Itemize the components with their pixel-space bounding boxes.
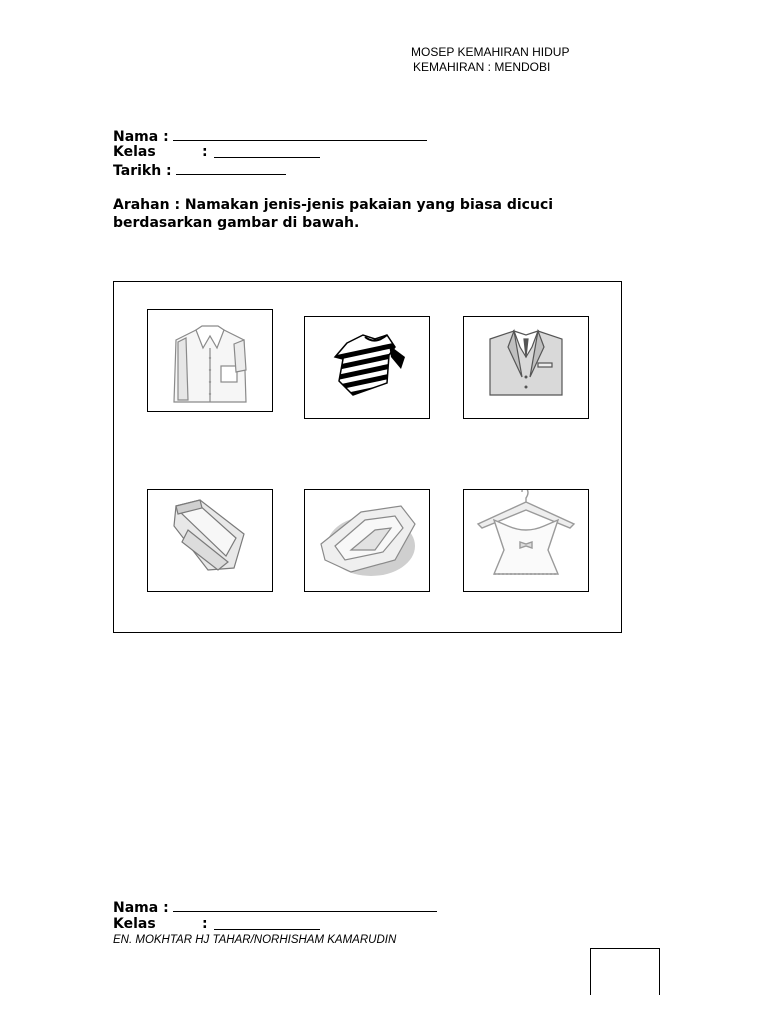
striped-tshirt-picture [304, 316, 430, 419]
date-field [113, 161, 286, 180]
author-credit: EN. MOKHTAR HJ TAHAR/NORHISHAM KAMARUDIN [113, 934, 397, 946]
skill-title: KEMAHIRAN : MENDOBI [413, 60, 551, 74]
page-number-box [590, 948, 660, 995]
footer-class-label: Kelas [113, 916, 156, 932]
folded-trousers-icon [148, 490, 272, 591]
date-blank-line [176, 161, 286, 175]
directions-text: Arahan : Namakan jenis-jenis pakaian yang biasa dicuci berdasarkan gambar di bawah. [113, 197, 554, 231]
name-blank-line [173, 127, 427, 141]
footer-name-label: Nama : [113, 900, 169, 916]
blouse-picture [463, 489, 589, 592]
date-label: Tarikh : [113, 163, 172, 179]
class-colon: : [202, 144, 208, 160]
class-blank-line [214, 144, 320, 158]
name-label: Nama : [113, 129, 169, 145]
trousers-picture [147, 489, 273, 592]
folded-cloth-icon [305, 490, 429, 591]
footer-name-field [113, 898, 437, 917]
cloth-picture [304, 489, 430, 592]
shirt-picture [147, 309, 273, 412]
suit-jacket-picture [463, 316, 589, 419]
footer-class-blank-line [214, 916, 320, 930]
module-title: MOSEP KEMAHIRAN HIDUP [411, 45, 570, 59]
class-field [113, 144, 208, 161]
suit-jacket-icon [464, 317, 588, 418]
class-label: Kelas [113, 144, 156, 160]
footer-name-blank-line [173, 898, 437, 912]
shirt-icon [148, 310, 272, 411]
striped-tshirt-icon [305, 317, 429, 418]
footer-class-colon: : [202, 916, 208, 932]
footer-class-field [113, 916, 208, 933]
blouse-on-hanger-icon [464, 490, 588, 591]
